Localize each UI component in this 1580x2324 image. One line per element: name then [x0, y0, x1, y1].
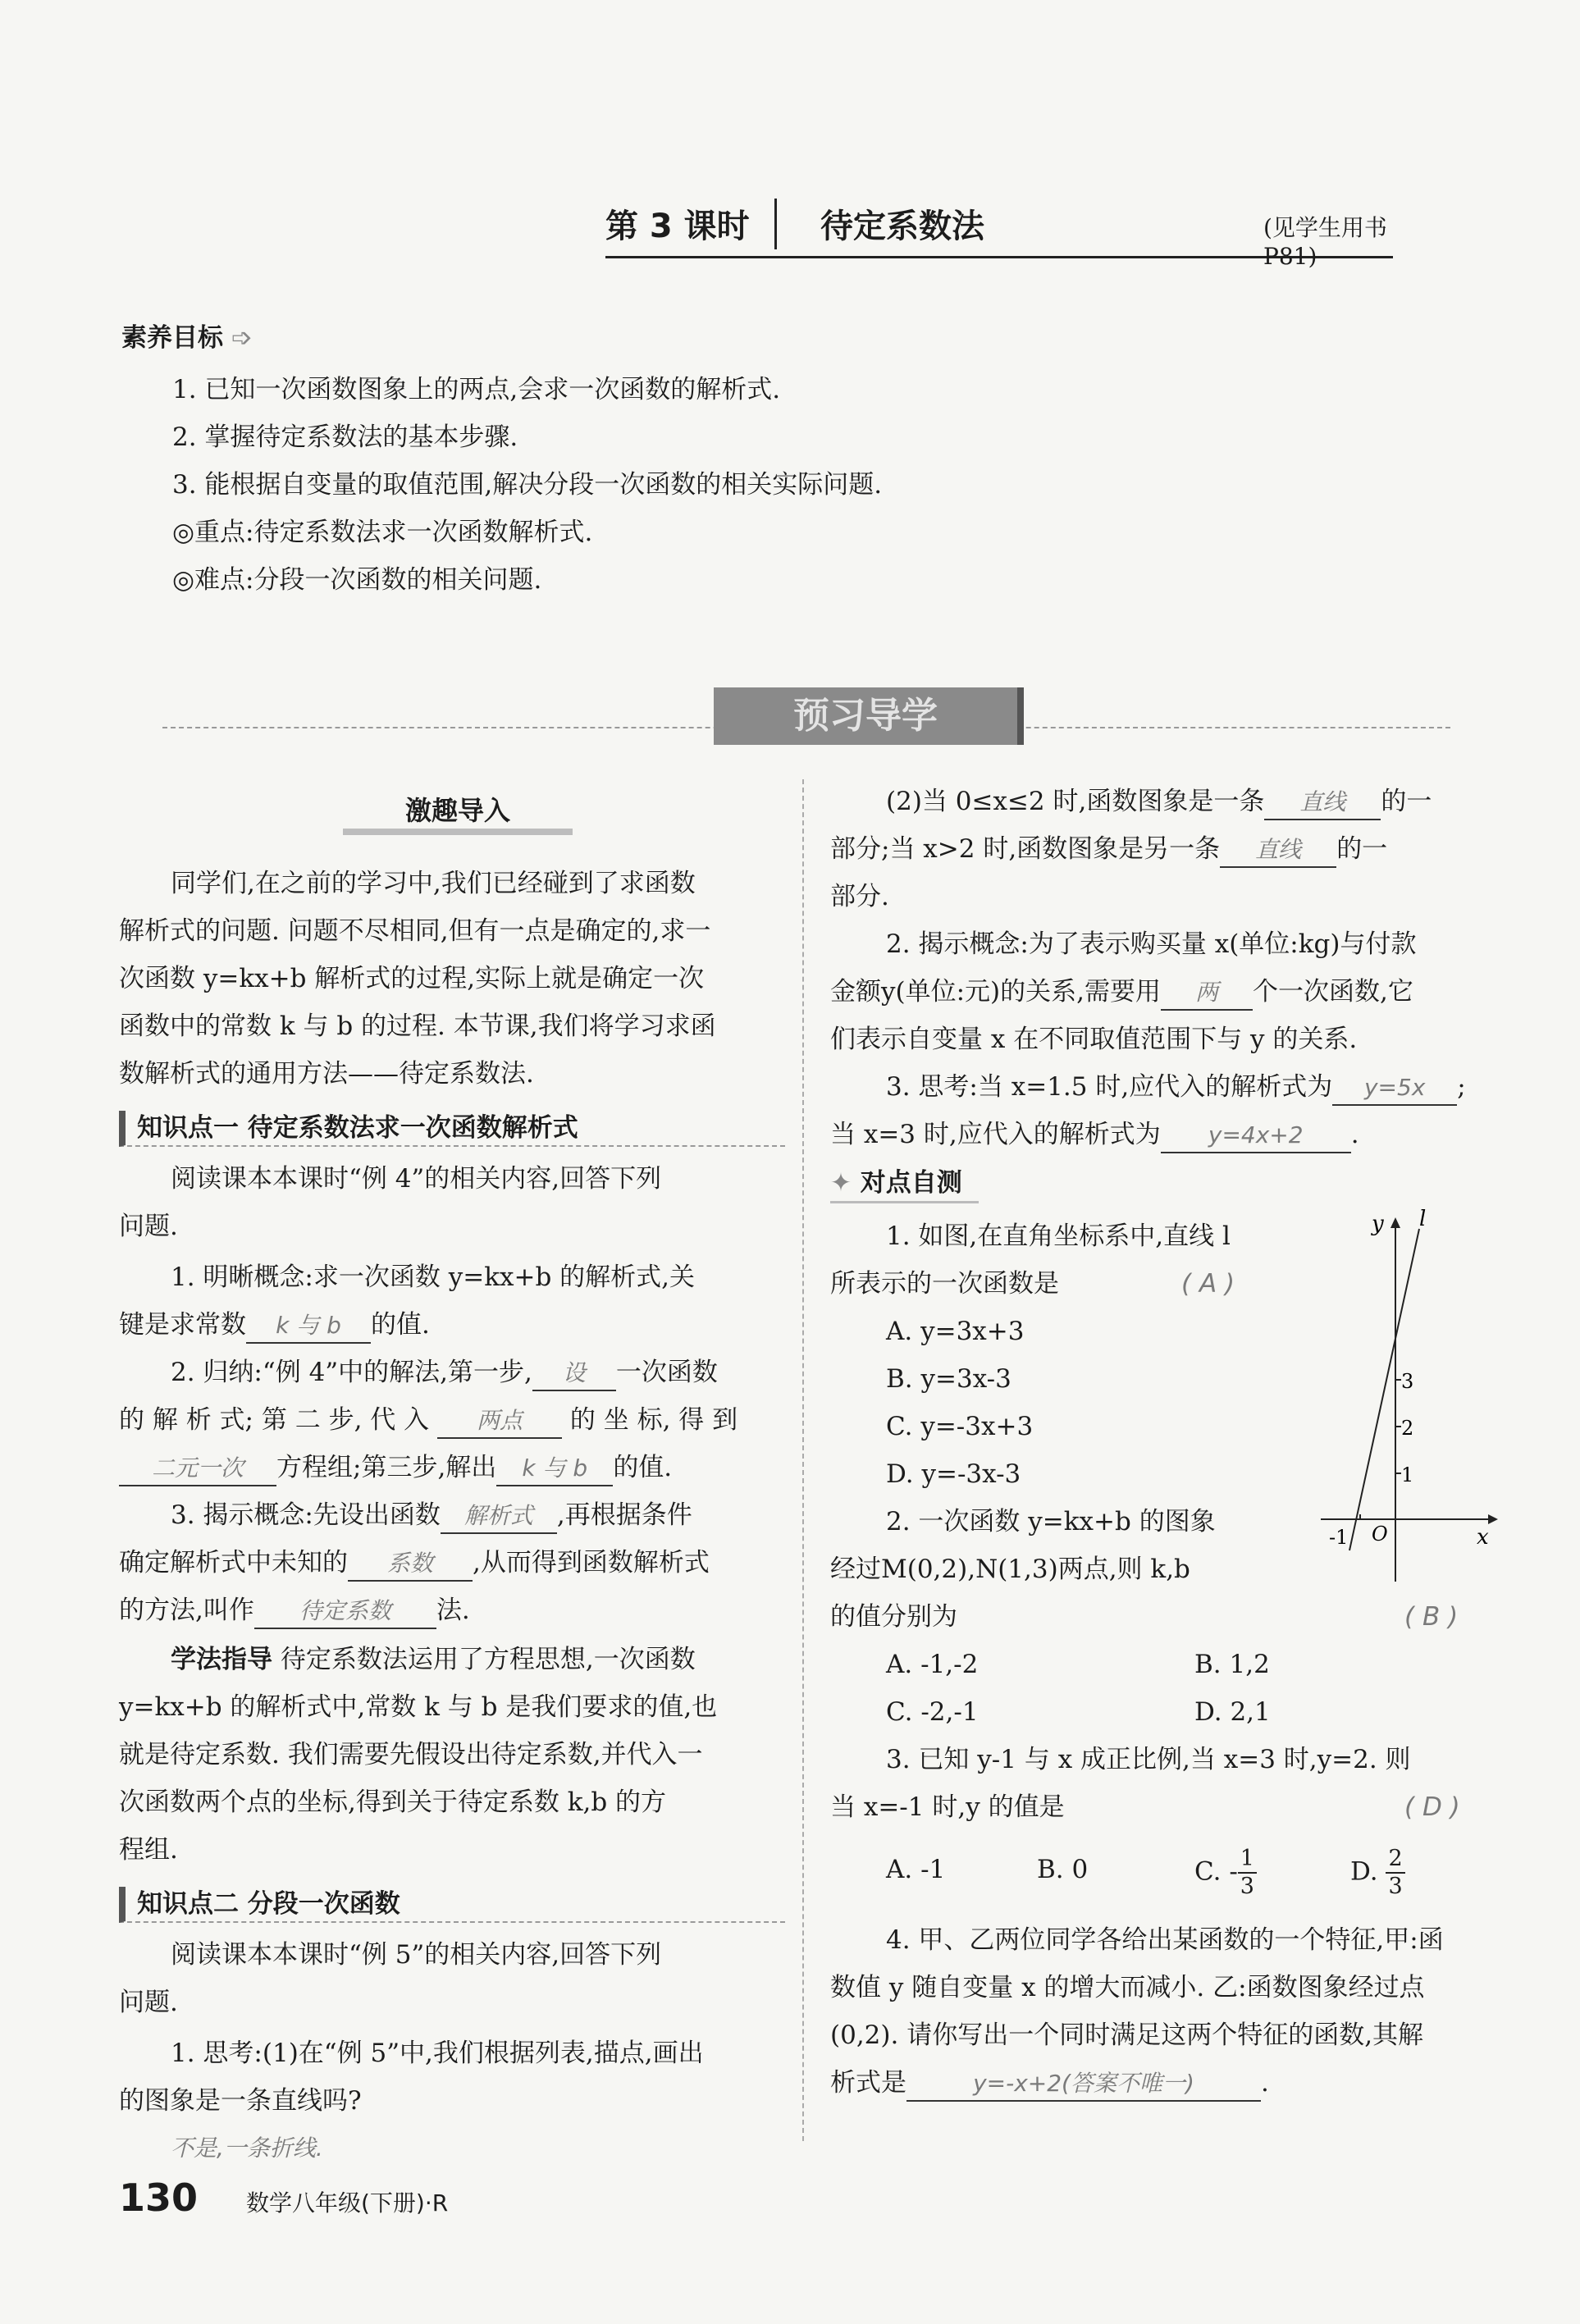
goals-heading-text: 素养目标	[121, 323, 223, 353]
denominator: 3	[1388, 1874, 1403, 1899]
fraction	[1386, 1846, 1404, 1900]
method-line: 程组.	[119, 1835, 178, 1865]
kp2-q2: 2. 揭示概念:为了表示购买量 x(单位:kg)与付款	[886, 929, 1417, 959]
goal-item: 3. 能根据自变量的取值范围,解决分段一次函数的相关实际问题.	[172, 470, 883, 500]
kp2-q2-cont	[830, 968, 1413, 1016]
text: 的一	[1381, 787, 1432, 816]
tick-label-1: 1	[1401, 1463, 1414, 1486]
answer-blank: 两	[1161, 976, 1253, 1011]
arrow-icon: ➩	[231, 323, 253, 353]
intro-heading: 激趣导入	[343, 792, 573, 835]
text: C. -	[1194, 1856, 1238, 1887]
test-3-option	[1194, 1846, 1257, 1900]
kp1-q3-cont	[119, 1539, 710, 1587]
intro-line: 同学们,在之前的学习中,我们已经碰到了求函数	[171, 869, 696, 898]
test-1-option: D. y=-3x-3	[886, 1459, 1021, 1489]
text: ,从而得到函数解析式	[473, 1548, 710, 1577]
test-2-option: C. -2,-1	[886, 1697, 979, 1727]
text: 待定系数法运用了方程思想,一次函数	[280, 1645, 696, 1674]
kp1-read: 阅读课本本课时“例 4”的相关内容,回答下列	[171, 1164, 662, 1194]
test-3-option: B. 0	[1037, 1855, 1089, 1884]
text: 确定解析式中未知的	[119, 1548, 348, 1577]
kp1-q1: 1. 明晰概念:求一次函数 y=kx+b 的解析式,关	[171, 1262, 696, 1292]
kp1-q1-cont	[119, 1301, 430, 1349]
column-divider	[802, 779, 804, 2141]
sparkle-icon: ✦	[830, 1168, 852, 1198]
text: .	[1350, 1120, 1359, 1149]
kp1-q2-cont	[119, 1444, 672, 1491]
test-3-answer: ( D )	[1404, 1792, 1460, 1822]
test-2: 2. 一次函数 y=kx+b 的图象	[886, 1507, 1216, 1536]
answer-blank: 解析式	[441, 1500, 557, 1534]
denominator: 3	[1240, 1874, 1254, 1899]
test-4-cont: (0,2). 请你写出一个同时满足这两个特征的函数,其解	[830, 2020, 1424, 2050]
test-1-option: C. y=-3x+3	[886, 1412, 1034, 1441]
fraction	[1238, 1846, 1257, 1900]
kp2-q2-cont: 们表示自变量 x 在不同取值范围下与 y 的关系.	[830, 1025, 1358, 1054]
kp1-read: 问题.	[119, 1212, 178, 1241]
y-axis-label: y	[1372, 1212, 1384, 1236]
test-1-option: A. y=3x+3	[886, 1317, 1025, 1346]
test-2-option: D. 2,1	[1194, 1697, 1271, 1727]
student-book-reference: (见学生用书 P81)	[1263, 214, 1387, 270]
knowledge-point-2-heading: 知识点二 分段一次函数	[119, 1887, 785, 1923]
answer-blank: 系数	[348, 1547, 473, 1582]
tick-label-neg1: -1	[1329, 1526, 1349, 1549]
answer-blank: 直线	[1220, 833, 1336, 868]
knowledge-point-1-heading: 知识点一 待定系数法求一次函数解析式	[119, 1111, 785, 1147]
test-1-cont: 所表示的一次函数是	[830, 1269, 1059, 1299]
section-banner: 预习导学	[714, 687, 1024, 745]
kp2-read: 阅读课本本课时“例 5”的相关内容,回答下列	[171, 1940, 662, 1970]
difficulty-point	[172, 556, 541, 604]
kp2-q3-cont	[830, 1111, 1359, 1158]
kp2-read: 问题.	[119, 1988, 178, 2017]
self-test-heading-text: 对点自测	[860, 1168, 962, 1198]
x-axis-arrow	[1488, 1514, 1498, 1524]
text: 方程组;第三步,解出	[276, 1453, 497, 1482]
text: 的 解 析 式; 第 二 步, 代 入	[119, 1405, 430, 1435]
test-2-answer: ( B )	[1404, 1602, 1459, 1632]
tick-label-2: 2	[1401, 1417, 1414, 1440]
text: 键是求常数	[119, 1310, 246, 1340]
text: 的值.	[613, 1453, 673, 1482]
goal-item: 1. 已知一次函数图象上的两点,会求一次函数的解析式.	[172, 375, 781, 404]
text: 金额y(单位:元)的关系,需要用	[830, 977, 1161, 1007]
goal-item: 2. 掌握待定系数法的基本步骤.	[172, 422, 518, 452]
test-1-option: B. y=3x-3	[886, 1364, 1011, 1394]
test-4: 4. 甲、乙两位同学各给出某函数的一个特征,甲:函	[886, 1925, 1444, 1955]
text: ;	[1457, 1072, 1466, 1102]
test-3: 3. 已知 y-1 与 x 成正比例,当 x=3 时,y=2. 则	[886, 1745, 1411, 1774]
method-line: 次函数两个点的坐标,得到关于待定系数 k,b 的方	[119, 1788, 667, 1817]
page-number: 130	[119, 2176, 199, 2220]
text: 法.	[436, 1596, 470, 1625]
text: 的 坐 标, 得 到	[569, 1405, 738, 1435]
answer-blank: k 与 b	[246, 1309, 371, 1344]
lesson-number: 第 3 课时	[605, 208, 750, 245]
test-3-cont: 当 x=-1 时,y 的值是	[830, 1792, 1065, 1822]
lesson-title-bar	[605, 195, 1393, 270]
test-4-cont: 数值 y 随自变量 x 的增大而减小. 乙:函数图象经过点	[830, 1973, 1425, 2002]
text: 个一次函数,它	[1253, 977, 1413, 1007]
text: 当 x=3 时,应代入的解析式为	[830, 1120, 1161, 1149]
key-point-label: ◎重点:	[172, 518, 254, 547]
kp1-q2	[171, 1349, 718, 1396]
test-1-answer: ( A )	[1181, 1269, 1235, 1299]
test-4-cont	[830, 2059, 1269, 2107]
coordinate-graph	[1313, 1206, 1501, 1591]
test-2-cont: 经过M(0,2),N(1,3)两点,则 k,b	[830, 1555, 1190, 1584]
test-1: 1. 如图,在直角坐标系中,直线 l	[886, 1221, 1231, 1251]
text: 的值.	[371, 1310, 430, 1340]
test-3-option	[1350, 1846, 1405, 1900]
test-2-option: A. -1,-2	[886, 1650, 979, 1679]
text: 一次函数	[615, 1358, 718, 1387]
difficulty-text: 分段一次函数的相关问题.	[253, 565, 542, 595]
text: 的一	[1336, 834, 1388, 864]
numerator: 2	[1386, 1846, 1404, 1874]
intro-line: 数解析式的通用方法——待定系数法.	[119, 1059, 534, 1089]
kp2-q1-part2-cont: 部分.	[830, 882, 889, 911]
answer-blank: 二元一次	[119, 1452, 276, 1486]
answer-blank: 两点	[437, 1404, 562, 1439]
page-title: 待定系数法	[820, 208, 984, 245]
test-2-cont: 的值分别为	[830, 1602, 957, 1632]
x-axis-label: x	[1477, 1525, 1489, 1550]
title-divider	[774, 199, 777, 249]
text: 3. 思考:当 x=1.5 时,应代入的解析式为	[886, 1072, 1333, 1102]
answer-blank: y=-x+2(答案不唯一)	[906, 2067, 1261, 2102]
text: ,再根据条件	[556, 1500, 692, 1530]
answer-blank: 设	[532, 1357, 616, 1391]
kp2-q1-part2-cont	[830, 825, 1387, 873]
text: .	[1261, 2068, 1269, 2098]
kp2-q1: 的图象是一条直线吗?	[119, 2086, 362, 2116]
intro-line: 函数中的常数 k 与 b 的过程. 本节课,我们将学习求函	[119, 1011, 716, 1041]
line-label: l	[1419, 1207, 1427, 1231]
test-2-option: B. 1,2	[1194, 1650, 1270, 1679]
origin-label: O	[1372, 1523, 1388, 1546]
text: 2. 归纳:“例 4”中的解法,第一步,	[171, 1358, 532, 1387]
text: 析式是	[830, 2068, 906, 2098]
method-line: 就是待定系数. 我们需要先假设出待定系数,并代入一	[119, 1740, 703, 1769]
key-point-text: 待定系数法求一次函数解析式.	[253, 518, 593, 547]
book-title: 数学八年级(下册)·R	[246, 2189, 449, 2217]
numerator: 1	[1238, 1846, 1257, 1874]
key-point	[172, 509, 592, 556]
goals-heading	[121, 317, 253, 354]
y-axis-arrow	[1390, 1217, 1400, 1228]
answer-blank: y=5x	[1332, 1071, 1457, 1106]
answer-blank: y=4x+2	[1161, 1119, 1351, 1153]
answer-blank: k 与 b	[496, 1452, 613, 1486]
intro-line: 次函数 y=kx+b 解析式的过程,实际上就是确定一次	[119, 964, 705, 993]
tick-label-3: 3	[1401, 1370, 1414, 1393]
answer-blank: 待定系数	[254, 1595, 436, 1629]
kp2-q1-part2	[886, 778, 1432, 825]
answer-blank: 直线	[1264, 786, 1381, 820]
method-line: y=kx+b 的解析式中,常数 k 与 b 是我们要求的值,也	[119, 1692, 718, 1722]
method-guidance	[171, 1636, 696, 1683]
method-label: 学法指导	[171, 1645, 272, 1674]
kp2-q1-answer: 不是,一条折线.	[171, 2135, 323, 2162]
text: 3. 揭示概念:先设出函数	[171, 1500, 441, 1530]
kp2-q3	[886, 1063, 1466, 1111]
intro-line: 解析式的问题. 问题不尽相同,但有一点是确定的,求一	[119, 916, 711, 946]
kp2-q1: 1. 思考:(1)在“例 5”中,我们根据列表,描点,画出	[171, 2039, 704, 2068]
text: (2)当 0≤x≤2 时,函数图象是一条	[886, 787, 1265, 816]
text: 部分;当 x>2 时,函数图象是另一条	[830, 834, 1221, 864]
self-test-heading	[830, 1165, 979, 1203]
text: 的方法,叫作	[119, 1596, 254, 1625]
kp1-q3	[171, 1491, 692, 1539]
test-3-option: A. -1	[886, 1855, 946, 1884]
text: D.	[1350, 1856, 1386, 1887]
kp1-q3-cont	[119, 1587, 470, 1634]
kp1-q2-cont	[119, 1396, 737, 1444]
difficulty-label: ◎难点:	[172, 565, 254, 595]
